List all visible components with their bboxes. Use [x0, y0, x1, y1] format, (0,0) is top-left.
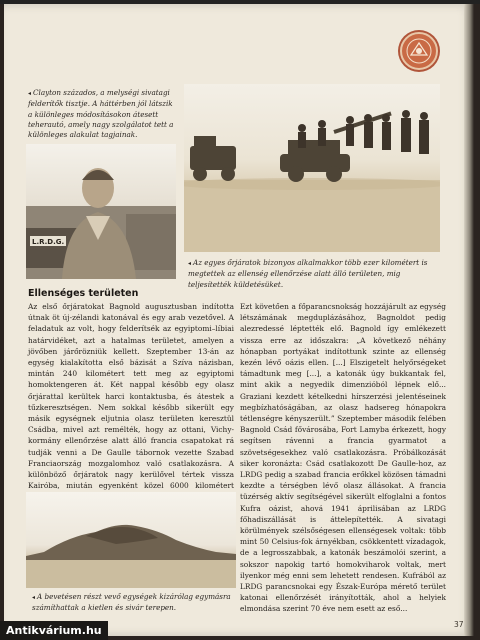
watermark: Antikvárium.hu: [0, 621, 108, 640]
photo-captain-clayton: [26, 144, 176, 279]
caption-marker-icon: ◂: [32, 594, 36, 601]
book-page: [4, 4, 474, 636]
unit-emblem-icon: [400, 32, 438, 70]
caption-marker-icon: ◂: [188, 260, 192, 267]
photo-desert-rock: [26, 492, 236, 588]
caption-portrait-text: Clayton százados, a melységi sivatagi felderítők tisztje. A háttérben jól látszik a különleges módosításokon átesett teherautó, amely nagy szolgálatot tett a különleges alakulat tagjainak.: [28, 88, 174, 140]
body-column-left: Az első őrjáratokat Bagnold augusztusban indította útnak öt új-zélandi katonával és egy arab vezetővel. A feladatuk az volt, hogy felderítsék az egyiptomi–líbiai határvidéket, azt a hatalmas területet, amelyen a jövőben járőrözniük kellett. Szeptember 13-án az egység kialakította első bázisát a Szíva názisban, mintán 240 kilométert tett meg az egyiptomi homoktengeren át. Két nappal később egy olasz őrjárattal kerültek harci kontaktusba, és átestek a tűzkeresztségen. Nem sokkal később sikerült egy másik egységnek eljutnia olasz területen keresztül Csádba, mivel azt remélték, hogy az ottani, Vichy-kormány ellenőrzése alatt álló francia csapatokat rá tudják venni a De Gaulle tábornok vezette Szabad Franciaország mozgalomhoz való csatlakozásra. A különböző őrjáratok nagy kerülővel tértek vissza Kairóba, miután egyenként közel 6000 kilométert: [28, 302, 234, 491]
section-heading: Ellenséges területen: [28, 288, 139, 299]
vehicle-plate: L.R.D.G.: [32, 238, 65, 246]
caption-patrol-text: Az egyes őrjáratok bizonyos alkalmakkor több ezer kilométert is megtettek az ellenség ellenőrzése alatt álló területen, mig teljesítették küldetésüket.: [188, 258, 428, 289]
photo-patrol-gun: [184, 84, 440, 252]
page-spine-shadow: [464, 4, 474, 636]
body-column-right: Ezt követően a főparancsnokság hozzájárult az egység létszámának megduplázásához, Bagnoldot pedig alezredessé léptették elő. Bagnold így emlékezett vissza erre az időszakra: „A következő néhány hónapban portyákat indítottunk szinte az ellenség kezén lévő oázis ellen. [...] Elszigetelt helyőrségeket támadtunk meg [...], a katonák úgy bukkantak fel, mint akik a negyedik dimenzióból lépnek elő... Graziani kezdett kételkedni hírszerzési jelentéseinek megbízhatóságában, az olasz hadsereg hónapokra tétlenségre kényszerült.” Szeptember második felében Bagnold Csád fővárosába, Fort Lamyba érkezett, hogy segítsen rávenni a francia gyarmatot a szövetségesekhez való csatlakozásra. Próbálkozását siker koronázta: Csád csatlakozott De Gaulle-hoz, az LRDG pedig a szabad francia erőkkel közösen támadni kezdte a térségben lévő olasz állásokat. A francia tüzérség aktív segítségével sikerült elfoglalni a fontos Kufra oázist, ahová 1941 áprilisában az LRDG főhadiszállását is áttelepítették. A sivatagi körülmények szélsőségesen ellenségesek voltak: több mint 50 Celsius-fok árnyékban, csökkentett vízadagok, de a legrosszabbak, a katonák beszámolói szerint, a sokszor napokig tartó homokviharok voltak, mert ilyenkor még enni sem lehetett rendesen. Kufrából az LRDG parancsnokai egy Észak-Európa mérető terület katonai ellenőrzését irányították, ahol a helyiek elmondása szerint 70 éve nem esett az eső...: [240, 302, 446, 614]
caption-desert: [32, 592, 238, 614]
caption-portrait: [28, 88, 178, 140]
caption-patrol: [188, 258, 442, 290]
caption-desert-text: A bevetésen részt vevő egységek kizárólag egymásra számíthattak a kietlen és sivár terepen.: [32, 592, 231, 613]
page-number: 37: [454, 620, 464, 629]
caption-marker-icon: ◂: [28, 90, 32, 97]
